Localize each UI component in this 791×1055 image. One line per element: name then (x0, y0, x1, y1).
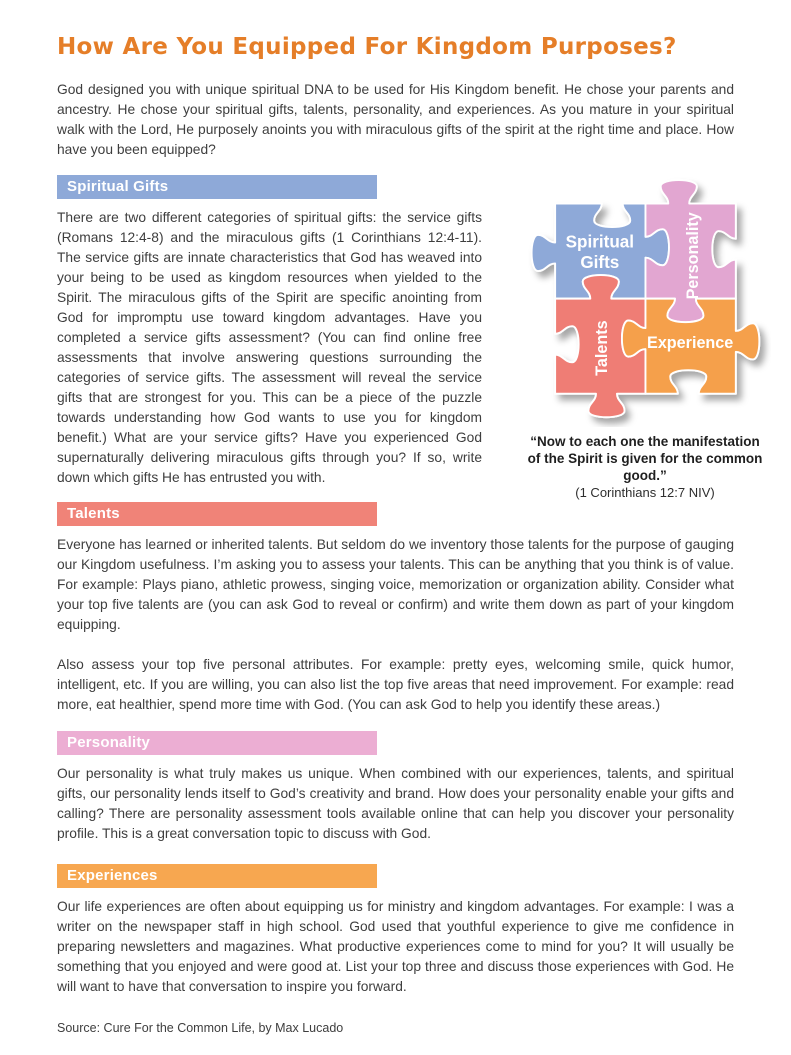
personality-heading: Personality (57, 731, 377, 755)
experiences-heading: Experiences (57, 864, 377, 888)
intro-paragraph: God designed you with unique spiritual DNA to be used for His Kingdom benefit. He chose your parents and ancestry. He chose your spiritual gifts, talents, personality, and experiences. As you mature in your spiritual walk with the Lord, He purposely anoints you with miraculous gifts of the spirit at the right time and place. How have you been equipped? (57, 82, 734, 157)
page-title: How Are You Equipped For Kingdom Purposes? (57, 34, 677, 60)
personality-paragraph: Our personality is what truly makes us unique. When combined with our experiences, talents, and spiritual gifts, our personality lends itself to God’s creativity and brand. How does your personality enable your gifts and calling? There are personality assessment tools available online that can help you discover your personality profile. This is a great conversation topic to discuss with God. (57, 766, 734, 841)
scripture-quote: “Now to each one the manifestation of the Spirit is given for the common good.” (527, 434, 763, 483)
puzzle-label-experience: Experience (647, 334, 734, 353)
puzzle-figure (511, 175, 779, 500)
spiritual-gifts-section (57, 175, 763, 500)
scripture-citation: (1 Corinthians 12:7 NIV) (575, 485, 715, 500)
talents-paragraph-2: Also assess your top five personal attributes. For example: pretty eyes, welcoming smile, quick humor, intelligent, etc. If you are willing, you can also list the top five areas that need improvement. For example: read more, eat healthier, spend more time with God. (You can ask God to help you identify these areas.) (57, 657, 734, 712)
source-credit: Source: Cure For the Common Life, by Max Lucado (57, 1021, 344, 1035)
spiritual-gifts-paragraph: There are two different categories of spiritual gifts: the service gifts (Romans 12:4-8) and the miraculous gifts (1 Corinthians 12:4-11). The service gifts are innate characteristics that God has weaved into your being to be used as kingdom resources when yielded to the Spirit. The miraculous gifts of the Spirit are specific anointing from God for impromptu use toward kingdom advantages. Have you completed a service gifts assessment? (You can find online free assessments that involve answering questions surrounding the categories of service gifts. The assessment will reveal the service gifts that are strongest for you. This can be a piece of the puzzle towards understanding how God wants to use you for kingdom benefit.) What are your service gifts? Have you experienced God supernaturally delivering miraculous gifts through you? If so, write down which gifts He has entrusted you with. (57, 210, 482, 485)
puzzle-label-gifts: Gifts (580, 253, 620, 273)
puzzle-label-talents: Talents (592, 320, 611, 376)
talents-heading: Talents (57, 502, 377, 526)
experiences-paragraph: Our life experiences are often about equipping us for ministry and kingdom advantages. For example: I was a writer on the newspaper staff in high school. God used that youthful experience to give me confidence in preparing newsletters and magazines. What productive experiences come to mind for you? It will usually be something that you enjoyed and were good at. List your top three and discuss those experiences with God. He will want to have that conversation to inspire you forward. (57, 899, 734, 994)
spiritual-gifts-heading: Spiritual Gifts (57, 175, 377, 199)
puzzle-graphic (519, 175, 771, 427)
talents-paragraph-1: Everyone has learned or inherited talents. But seldom do we inventory those talents for the purpose of gauging our Kingdom usefulness. I’m asking you to assess your talents. This can be anything that you think is of value. For example: Plays piano, athletic prowess, singing voice, memorization or organization ability. Consider what your top five talents are (you can ask God to reveal or confirm) and write them down as part of your kingdom equipping. (57, 537, 734, 632)
puzzle-label-personality: Personality (684, 212, 703, 300)
puzzle-label-spiritual: Spiritual (565, 232, 635, 252)
